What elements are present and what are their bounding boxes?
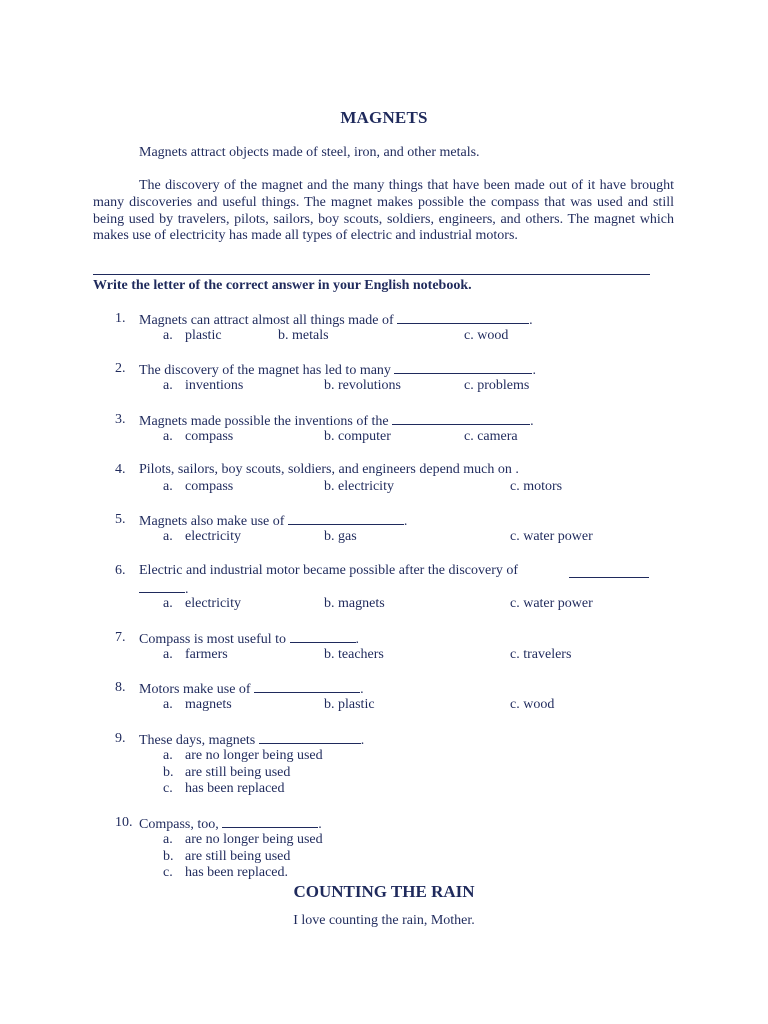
- option-letter: b.: [163, 765, 174, 780]
- intro-paragraph: Magnets attract objects made of steel, iron, and other metals.: [139, 145, 480, 160]
- question-text: Pilots, sailors, boy scouts, soldiers, and engineers depend much on .: [139, 462, 519, 477]
- question-text: Electric and industrial motor became possible after the discovery of: [139, 563, 519, 578]
- question-number: 10.: [115, 815, 133, 830]
- option-letter: a.: [163, 479, 173, 494]
- answer-blank: [222, 815, 318, 828]
- option-b: b. magnets: [324, 596, 385, 611]
- option-letter: a.: [163, 429, 173, 444]
- answer-blank: [288, 512, 404, 525]
- question-text: Compass, too, .: [139, 817, 322, 832]
- option-letter: a.: [163, 328, 173, 343]
- answer-blank: [259, 731, 361, 744]
- poem-title: COUNTING THE RAIN: [293, 882, 475, 901]
- option-text: magnets: [185, 697, 232, 712]
- body-paragraph: The discovery of the magnet and the many things that have been made out of it have brought many discoveries and useful things. The magnet makes possible the compass that was used and still being used by travelers, pilots, sailors, boy scouts, soldiers, engineers, and others. The magnet which makes use of electricity has made all types of electric and industrial motors.: [93, 178, 674, 244]
- question-text: Magnets can attract almost all things made of .: [139, 313, 533, 328]
- question-number: 2.: [115, 361, 126, 376]
- option-c: c. wood: [464, 328, 509, 343]
- answer-blank: [290, 630, 356, 643]
- option-text: compass: [185, 429, 234, 444]
- answer-blank: [569, 565, 649, 578]
- option-letter: a.: [163, 529, 173, 544]
- option-b: b. teachers: [324, 647, 384, 662]
- question-number: 3.: [115, 412, 126, 427]
- option-letter: a.: [163, 378, 173, 393]
- question-number: 8.: [115, 680, 126, 695]
- option-letter: b.: [163, 849, 174, 864]
- question-text: The discovery of the magnet has led to many .: [139, 363, 536, 378]
- answer-blank-continued: .: [139, 580, 189, 599]
- answer-blank: [254, 680, 360, 693]
- option-text: compass: [185, 479, 234, 494]
- question-number: 4.: [115, 462, 126, 477]
- option-text: has been replaced: [185, 781, 285, 796]
- divider-line: [93, 274, 650, 275]
- option-b: b. revolutions: [324, 378, 401, 393]
- option-letter: a.: [163, 832, 173, 847]
- option-letter: c.: [163, 781, 173, 796]
- option-b: b. plastic: [324, 697, 375, 712]
- instruction-text: Write the letter of the correct answer in your English notebook.: [93, 278, 472, 293]
- option-letter: c.: [163, 865, 173, 880]
- question-number: 1.: [115, 311, 126, 326]
- option-c: c. wood: [510, 697, 555, 712]
- question-number: 5.: [115, 512, 126, 527]
- option-text: electricity: [185, 596, 241, 611]
- option-letter: a.: [163, 596, 173, 611]
- question-number: 6.: [115, 563, 126, 578]
- answer-blank: [392, 412, 530, 425]
- question-text: Compass is most useful to .: [139, 632, 360, 647]
- question-number: 9.: [115, 731, 126, 746]
- option-letter: a.: [163, 647, 173, 662]
- answer-blank: [397, 311, 529, 324]
- question-text: Magnets made possible the inventions of the .: [139, 414, 534, 429]
- option-b: b. electricity: [324, 479, 394, 494]
- option-text: has been replaced.: [185, 865, 288, 880]
- option-c: c. motors: [510, 479, 563, 494]
- option-c: c. travelers: [510, 647, 572, 662]
- option-text: are no longer being used: [185, 832, 323, 847]
- option-c: c. camera: [464, 429, 518, 444]
- option-text: inventions: [185, 378, 244, 393]
- question-text: Magnets also make use of .: [139, 514, 408, 529]
- option-b: b. metals: [278, 328, 329, 343]
- option-c: c. water power: [510, 596, 593, 611]
- option-b: b. computer: [324, 429, 391, 444]
- option-c: c. water power: [510, 529, 593, 544]
- option-text: electricity: [185, 529, 241, 544]
- option-text: are still being used: [185, 765, 291, 780]
- option-letter: a.: [163, 748, 173, 763]
- option-b: b. gas: [324, 529, 357, 544]
- page-title: MAGNETS: [340, 108, 428, 127]
- question-number: 7.: [115, 630, 126, 645]
- option-text: are no longer being used: [185, 748, 323, 763]
- option-text: plastic: [185, 328, 222, 343]
- question-text: These days, magnets .: [139, 733, 365, 748]
- answer-blank: [394, 361, 532, 374]
- option-text: farmers: [185, 647, 228, 662]
- option-letter: a.: [163, 697, 173, 712]
- poem-line: I love counting the rain, Mother.: [293, 913, 475, 928]
- option-text: are still being used: [185, 849, 291, 864]
- question-text: Motors make use of .: [139, 682, 364, 697]
- option-c: c. problems: [464, 378, 530, 393]
